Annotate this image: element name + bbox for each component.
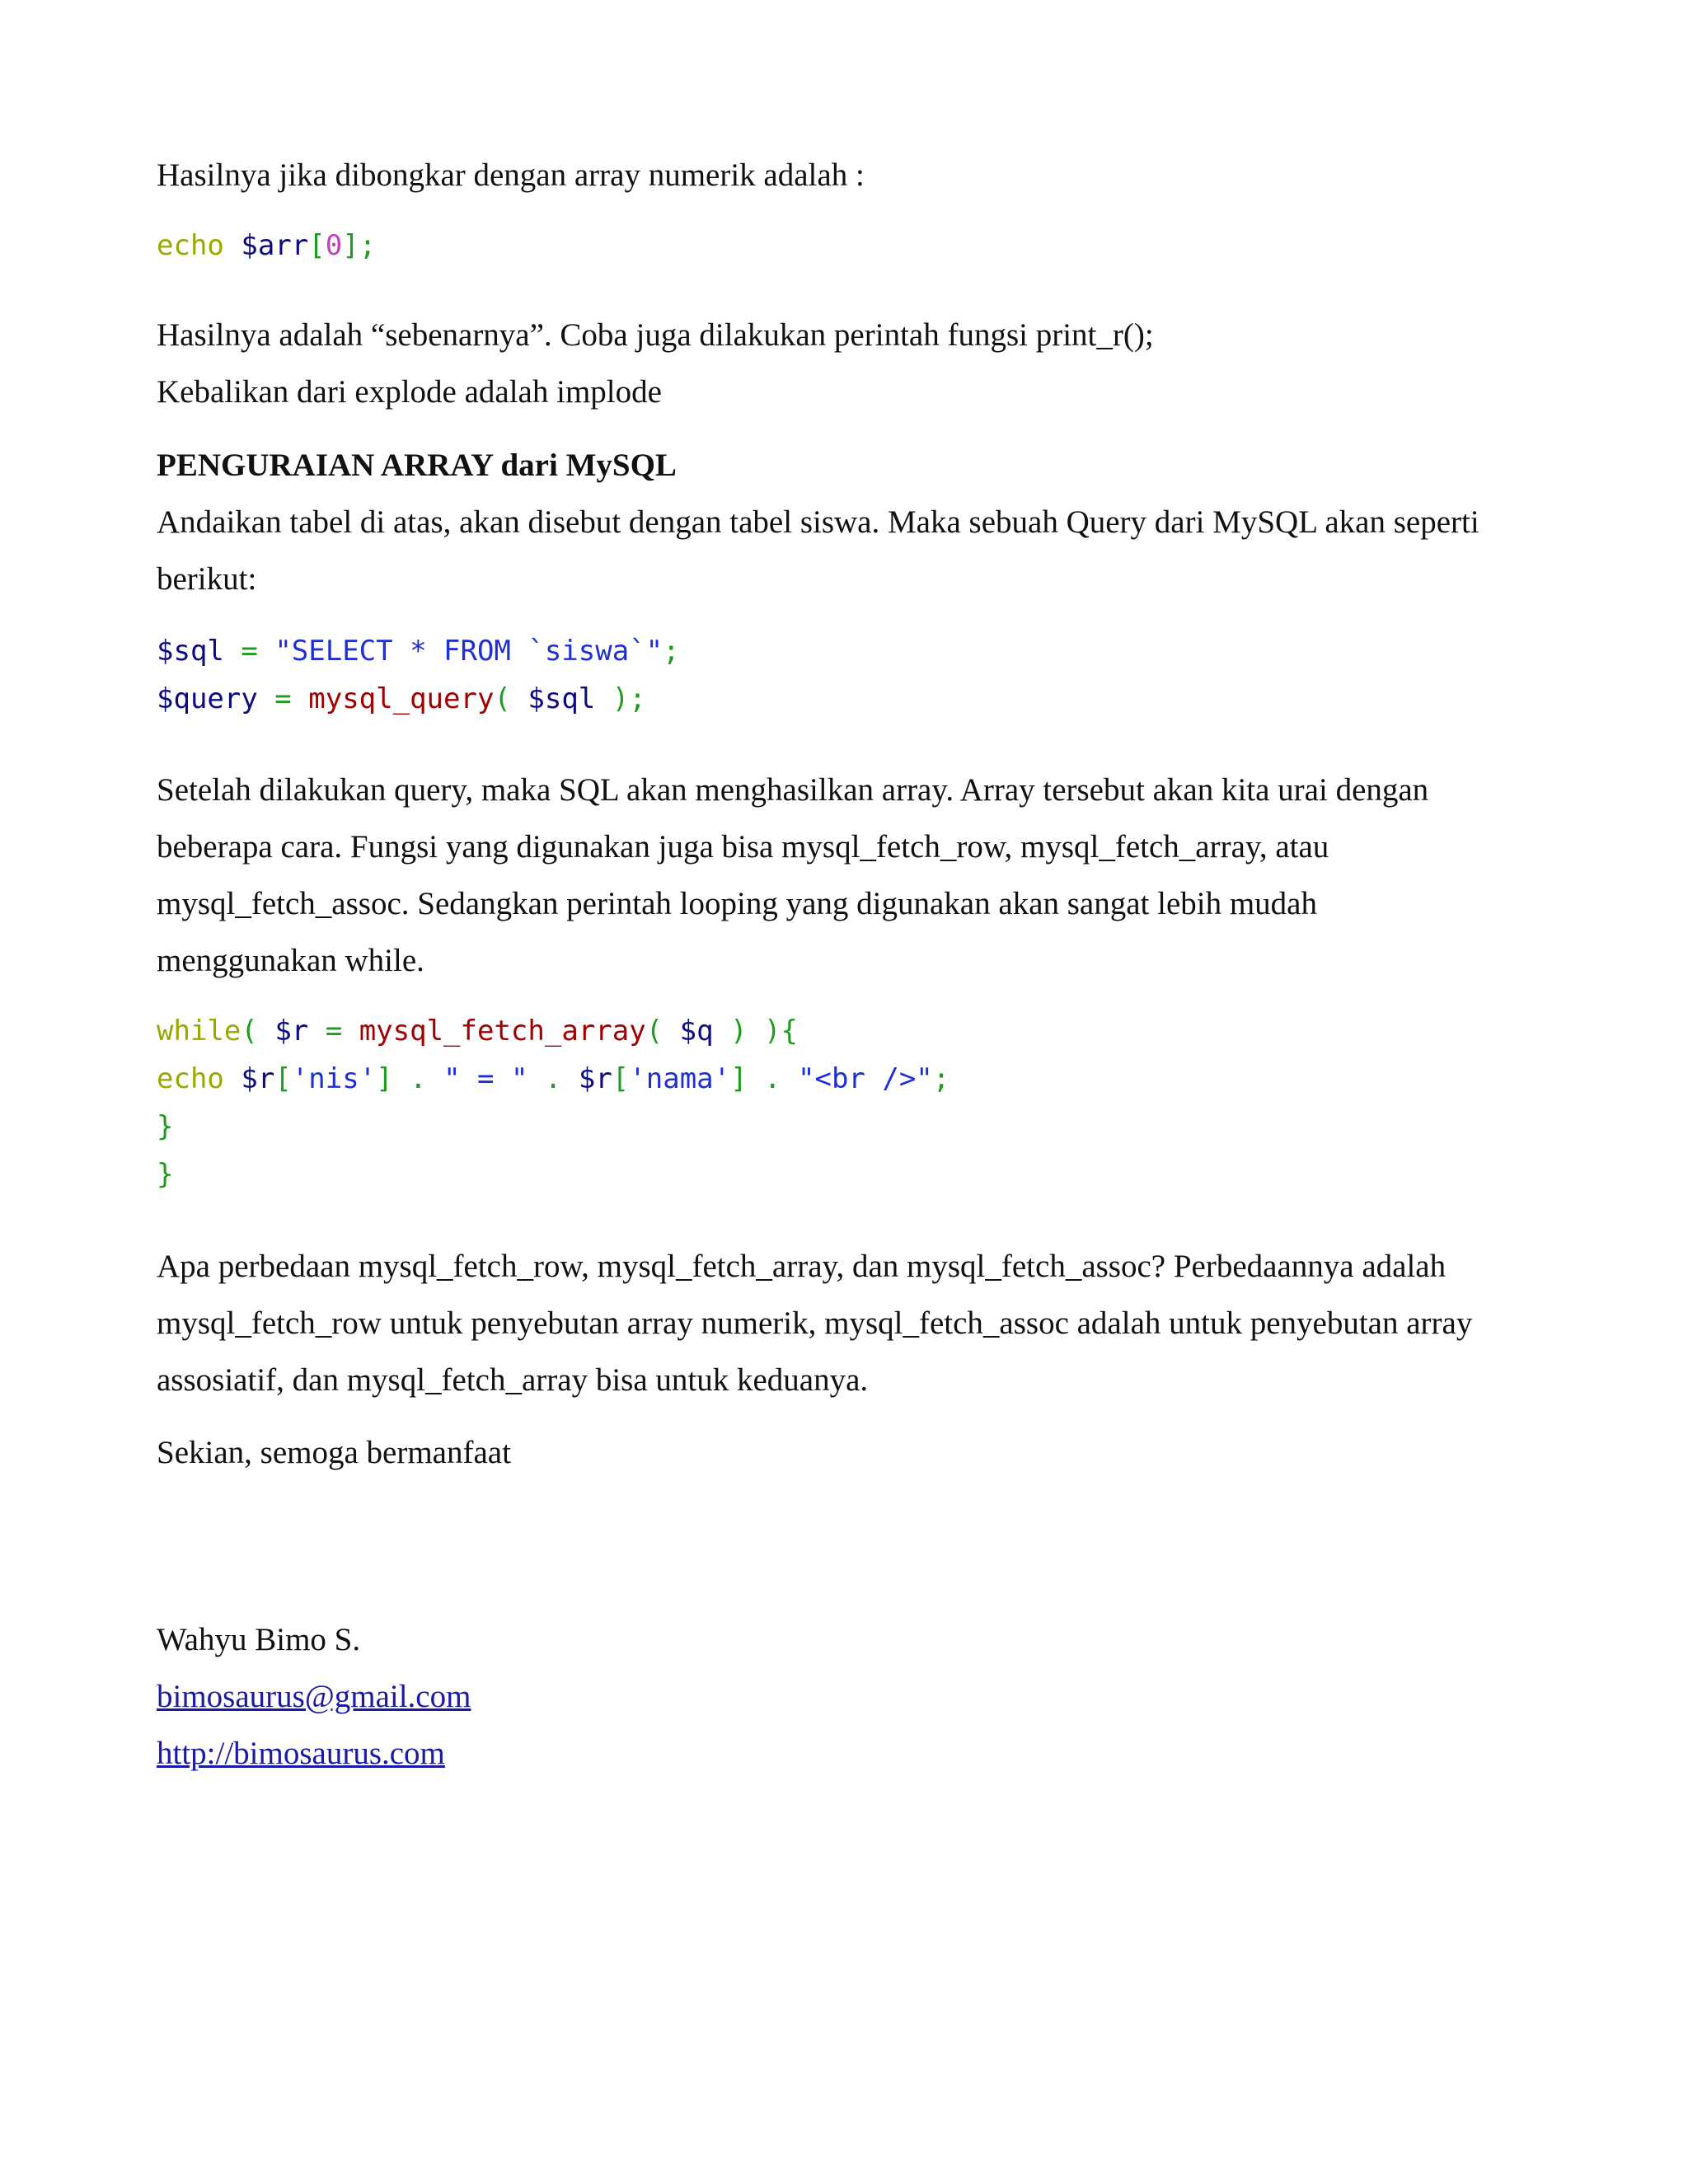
code-token: 'nama'	[629, 1062, 731, 1095]
code-line	[157, 222, 376, 269]
code-token: "SELECT * FROM `siswa`"	[274, 635, 663, 668]
code-token: =	[257, 682, 309, 715]
code-line	[157, 675, 680, 723]
result-text: Hasilnya adalah “sebenarnya”. Coba juga dilakukan perintah fungsi print_r();	[157, 317, 1154, 353]
code-line	[157, 1007, 950, 1055]
code-block-echo	[157, 222, 376, 269]
code-token: $query	[157, 682, 258, 715]
code-token: =	[223, 635, 275, 668]
code-token: ) ){	[713, 1015, 798, 1047]
code-token: 'nis'	[291, 1062, 377, 1095]
code-token: );	[595, 682, 646, 715]
fetch-paragraph-line-2: beberapa cara. Fungsi yang digunakan juga bisa mysql_fetch_row, mysql_fetch_array, atau	[157, 829, 1329, 865]
code-token: mysql_fetch_array	[359, 1015, 646, 1047]
difference-paragraph-line-3: assosiatif, dan mysql_fetch_array bisa untuk keduanya.	[157, 1362, 869, 1398]
author-name: Wahyu Bimo S.	[157, 1622, 361, 1657]
author-website-line	[157, 1725, 445, 1782]
code-token: echo	[157, 1062, 224, 1095]
code-token: mysql_query	[308, 682, 495, 715]
code-token: ;	[932, 1062, 950, 1095]
code-token: (	[645, 1015, 680, 1047]
code-token: =	[308, 1015, 359, 1047]
code-token: ] .	[376, 1062, 444, 1095]
code-token: while	[157, 1015, 241, 1047]
code-token: [	[274, 1062, 292, 1095]
code-token: $sql	[528, 682, 596, 715]
code-token: $q	[679, 1015, 714, 1047]
code-token: ];	[342, 229, 377, 262]
code-token: $r	[578, 1062, 612, 1095]
section-heading: PENGURAIAN ARRAY dari MySQL	[157, 448, 677, 483]
code-line	[157, 1055, 950, 1103]
code-line	[157, 627, 680, 675]
code-token: 0	[325, 229, 343, 262]
fetch-paragraph-line-1: Setelah dilakukan query, maka SQL akan menghasilkan array. Array tersebut akan kita urai dengan	[157, 772, 1429, 808]
code-token: $sql	[157, 635, 224, 668]
code-token	[224, 1062, 241, 1095]
code-block-query	[157, 627, 680, 723]
code-token: (	[494, 682, 528, 715]
code-token: $r	[274, 1015, 309, 1047]
implode-note: Kebalikan dari explode adalah implode	[157, 374, 662, 410]
code-block-loop	[157, 1007, 950, 1198]
code-token: }	[157, 1110, 174, 1143]
code-token: $arr	[241, 229, 309, 262]
difference-paragraph-line-1: Apa perbedaan mysql_fetch_row, mysql_fetch_array, dan mysql_fetch_assoc? Perbedaannya adalah	[157, 1249, 1447, 1284]
code-token: [	[612, 1062, 630, 1095]
code-token: .	[528, 1062, 579, 1095]
code-line	[157, 1103, 950, 1151]
query-intro-line-1: Andaikan tabel di atas, akan disebut dengan tabel siswa. Maka sebuah Query dari MySQL akan seperti	[157, 504, 1479, 540]
code-token: "<br />"	[798, 1062, 933, 1095]
fetch-paragraph-line-4: menggunakan while.	[157, 943, 424, 978]
code-token: }	[157, 1158, 174, 1191]
author-email-line	[157, 1668, 471, 1725]
code-token: $r	[241, 1062, 275, 1095]
difference-paragraph-line-2: mysql_fetch_row untuk penyebutan array numerik, mysql_fetch_assoc adalah untuk penyebutan array	[157, 1305, 1473, 1341]
code-line	[157, 1151, 950, 1198]
intro-text: Hasilnya jika dibongkar dengan array numerik adalah :	[157, 157, 865, 193]
author-website-link[interactable]: http://bimosaurus.com	[157, 1736, 445, 1771]
code-token	[224, 229, 241, 262]
code-token: " = "	[443, 1062, 528, 1095]
closing-text: Sekian, semoga bermanfaat	[157, 1435, 511, 1470]
code-token: echo	[157, 229, 224, 262]
code-token: [	[308, 229, 326, 262]
query-intro-line-2: berikut:	[157, 561, 257, 597]
fetch-paragraph-line-3: mysql_fetch_assoc. Sedangkan perintah looping yang digunakan akan sangat lebih mudah	[157, 886, 1317, 921]
author-email-link[interactable]: bimosaurus@gmail.com	[157, 1679, 471, 1714]
code-token: (	[241, 1015, 275, 1047]
code-token: ] .	[730, 1062, 798, 1095]
code-token: ;	[663, 635, 680, 668]
